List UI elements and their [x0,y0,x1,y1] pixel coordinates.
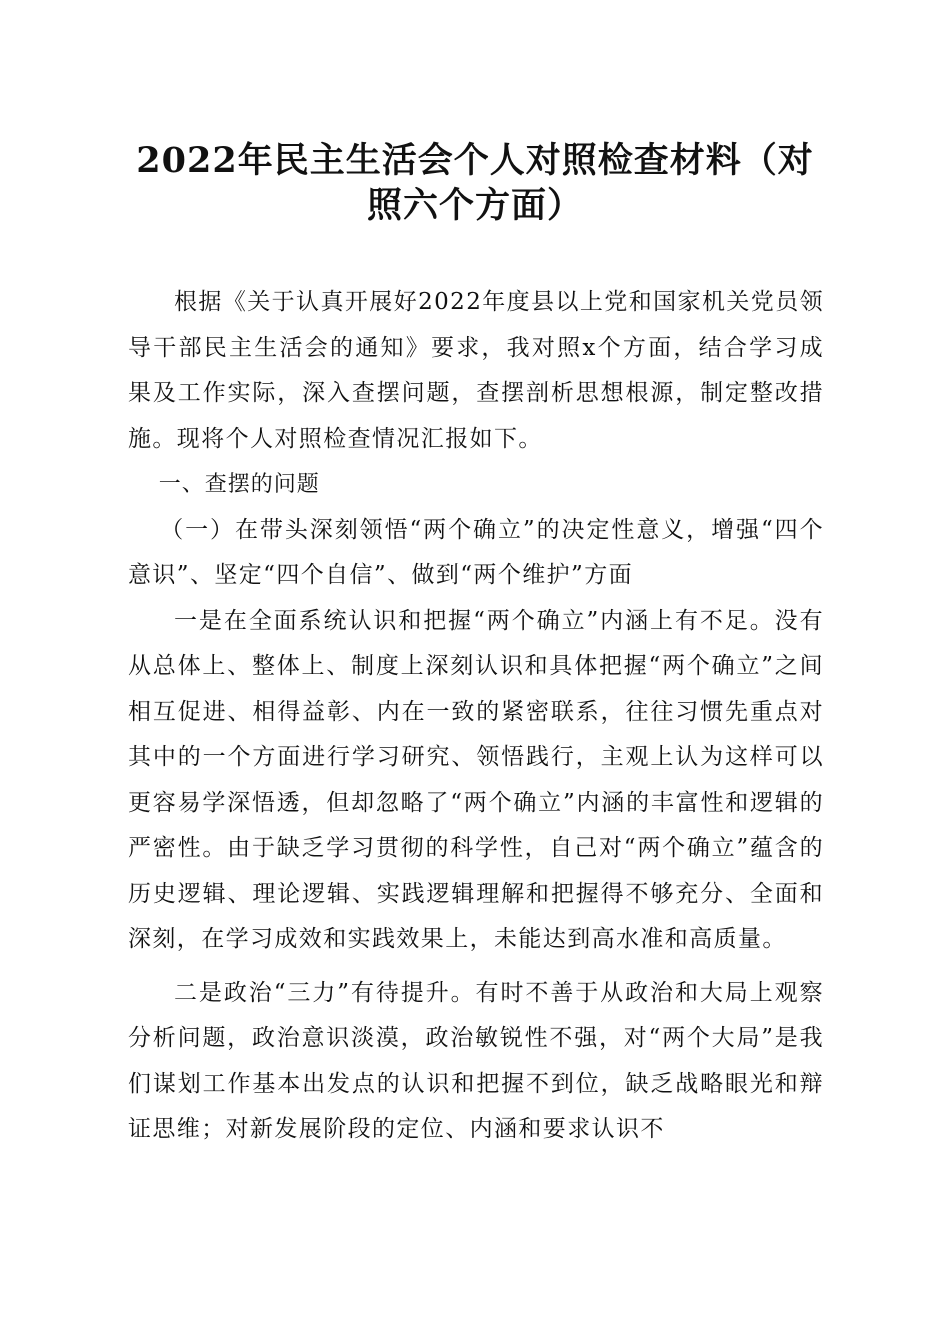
document-body [128,280,824,1153]
subsection-heading: （一）在带头深刻领悟“两个确立”的决定性意义，增强“四个意识”、坚定“四个自信”、做到“两个维护”方面 [128,516,824,588]
point-one-paragraph: 一是在全面系统认识和把握“两个确立”内涵上有不足。没有从总体上、整体上、制度上深刻认识和具体把握“两个确立”之间相互促进、相得益彰、内在一致的紧密联系，往往习惯先重点对其中的一个方面进行学习研究、领悟践行，主观上认为这样可以更容易学深悟透，但却忽略了“两个确立”内涵的丰富性和逻辑的严密性。由于缺乏学习贯彻的科学性，自己对“两个确立”蕴含的历史逻辑、理论逻辑、实践逻辑理解和把握得不够充分、全面和深刻，在学习成效和实践效果上，未能达到高水准和高质量。 [128,607,824,952]
point-two-paragraph: 二是政治“三力”有待提升。有时不善于从政治和大局上观察分析问题，政治意识淡漠，政治敏锐性不强，对“两个大局”是我们谋划工作基本出发点的认识和把握不到位，缺乏战略眼光和辩证思维；对新发展阶段的定位、内涵和要求认识不 [128,979,824,1142]
section-heading: 一、查摆的问题 [158,472,320,497]
intro-paragraph: 根据《关于认真开展好2022年度县以上党和国家机关党员领导干部民主生活会的通知》要求，我对照x个方面，结合学习成果及工作实际，深入查摆问题，查摆剖析思想根源，制定整改措施。现将个人对照检查情况汇报如下。 [128,289,824,452]
document-title: 2022年民主生活会个人对照检查材料（对照六个方面） [136,140,814,226]
